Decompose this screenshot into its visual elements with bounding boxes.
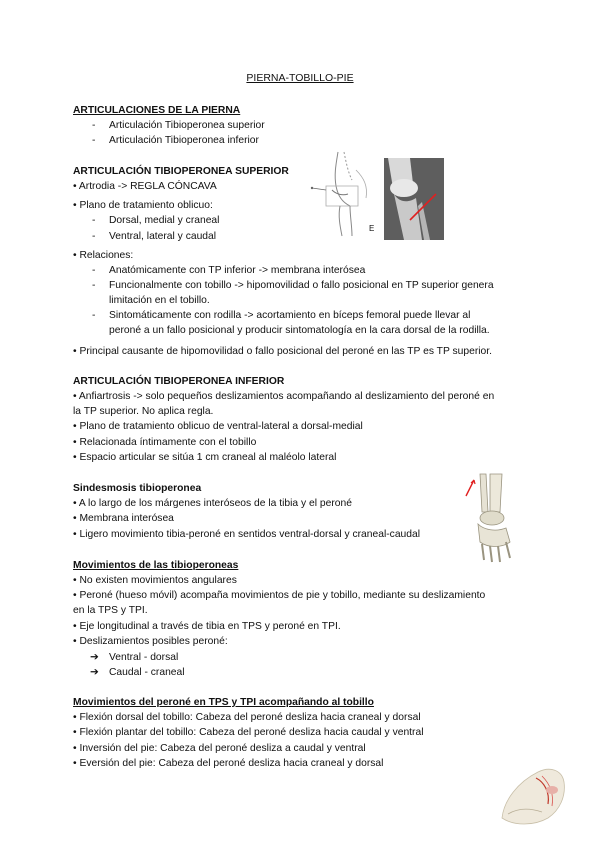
dash-bullet: - [92, 310, 96, 321]
text-line: • Ligero movimiento tibia-peroné en sentidos ventral-dorsal y craneal-caudal [73, 529, 421, 540]
xray-bones-icon [384, 158, 444, 240]
text-line: • Inversión del pie: Cabeza del peroné desliza a caudal y ventral [73, 743, 366, 754]
text-line: • Anfiartrosis -> solo pequeños deslizamientos acompañando al deslizamiento del peroné en [73, 391, 495, 402]
text-line: • No existen movimientos angulares [73, 575, 237, 586]
ankle-skeleton-illustration [462, 472, 524, 564]
dash-bullet: - [92, 265, 96, 276]
section-heading-movimientos: Movimientos de las tibioperoneas [73, 560, 239, 571]
text-line: • Deslizamientos posibles peroné: [73, 636, 228, 647]
dash-bullet: - [92, 215, 96, 226]
section-heading-articulaciones: ARTICULACIONES DE LA PIERNA [73, 105, 241, 116]
list-item: Sintomáticamente con rodilla -> acortamiento en bíceps femoral puede llevar al [109, 310, 471, 321]
text-line: • Eje longitudinal a través de tibia en TPS y peroné en TPI. [73, 621, 341, 632]
list-item: Ventral - dorsal [109, 652, 179, 663]
section-heading-sindesmosis: Sindesmosis tibioperonea [73, 483, 202, 494]
knee-sketch-illustration [306, 150, 378, 238]
text-line: • Plano de tratamiento oblicuo de ventral-lateral a dorsal-medial [73, 421, 363, 432]
dash-bullet: - [92, 120, 96, 131]
list-item: Articulación Tibioperonea inferior [109, 135, 259, 146]
text-line: • Eversión del pie: Cabeza del peroné desliza hacia craneal y dorsal [73, 758, 384, 769]
text-line: • Espacio articular se sitúa 1 cm craneal al maléolo lateral [73, 452, 337, 463]
text-line: • Plano de tratamiento oblicuo: [73, 200, 213, 211]
list-item-continued: limitación en el tobillo. [109, 295, 210, 306]
section-heading-tpi: ARTICULACIÓN TIBIOPERONEA INFERIOR [73, 376, 285, 387]
text-line: en la TPS y TPI. [73, 605, 148, 616]
arrow-bullet-icon: ➔ [90, 652, 99, 663]
text-line: • Flexión plantar del tobillo: Cabeza del peroné desliza hacia caudal y ventral [73, 727, 424, 738]
dash-bullet: - [92, 231, 96, 242]
text-line: • Relacionada íntimamente con el tobillo [73, 437, 257, 448]
page-title: PIERNA-TOBILLO-PIE [246, 72, 354, 84]
dash-bullet: - [92, 280, 96, 291]
text-line: • A lo largo de los márgenes interóseos de la tibia y el peroné [73, 498, 352, 509]
dash-bullet: - [92, 135, 96, 146]
list-item: Articulación Tibioperonea superior [109, 120, 265, 131]
list-item: Ventral, lateral y caudal [109, 231, 217, 242]
text-line: la TP superior. No aplica regla. [73, 406, 214, 417]
text-line: • Principal causante de hipomovilidad o fallo posicional del peroné en las TP es TP superior. [73, 346, 492, 357]
list-item: Caudal - craneal [109, 667, 185, 678]
list-item: Dorsal, medial y craneal [109, 215, 220, 226]
text-line: • Relaciones: [73, 250, 134, 261]
list-item: Funcionalmente con tobillo -> hipomovilidad o fallo posicional en TP superior genera [109, 280, 494, 291]
xray-label: E [369, 224, 375, 233]
text-line: • Peroné (hueso móvil) acompaña movimientos de pie y tobillo, mediante su deslizamiento [73, 590, 486, 601]
xray-image [384, 158, 444, 240]
section-heading-tps: ARTICULACIÓN TIBIOPERONEA SUPERIOR [73, 166, 289, 177]
arrow-bullet-icon: ➔ [90, 667, 99, 678]
list-item-continued: peroné a un fallo posicional y producir sintomatología en la cara dorsal de la rodilla. [109, 325, 490, 336]
text-line: • Flexión dorsal del tobillo: Cabeza del peroné desliza hacia craneal y dorsal [73, 712, 421, 723]
section-heading-movimientos-perone: Movimientos del peroné en TPS y TPI acompañando al tobillo [73, 697, 374, 708]
foot-illustration [494, 760, 570, 830]
list-item: Anatómicamente con TP inferior -> membrana interósea [109, 265, 366, 276]
text-line: • Membrana interósea [73, 513, 174, 524]
text-line: • Artrodia -> REGLA CÓNCAVA [73, 181, 217, 192]
